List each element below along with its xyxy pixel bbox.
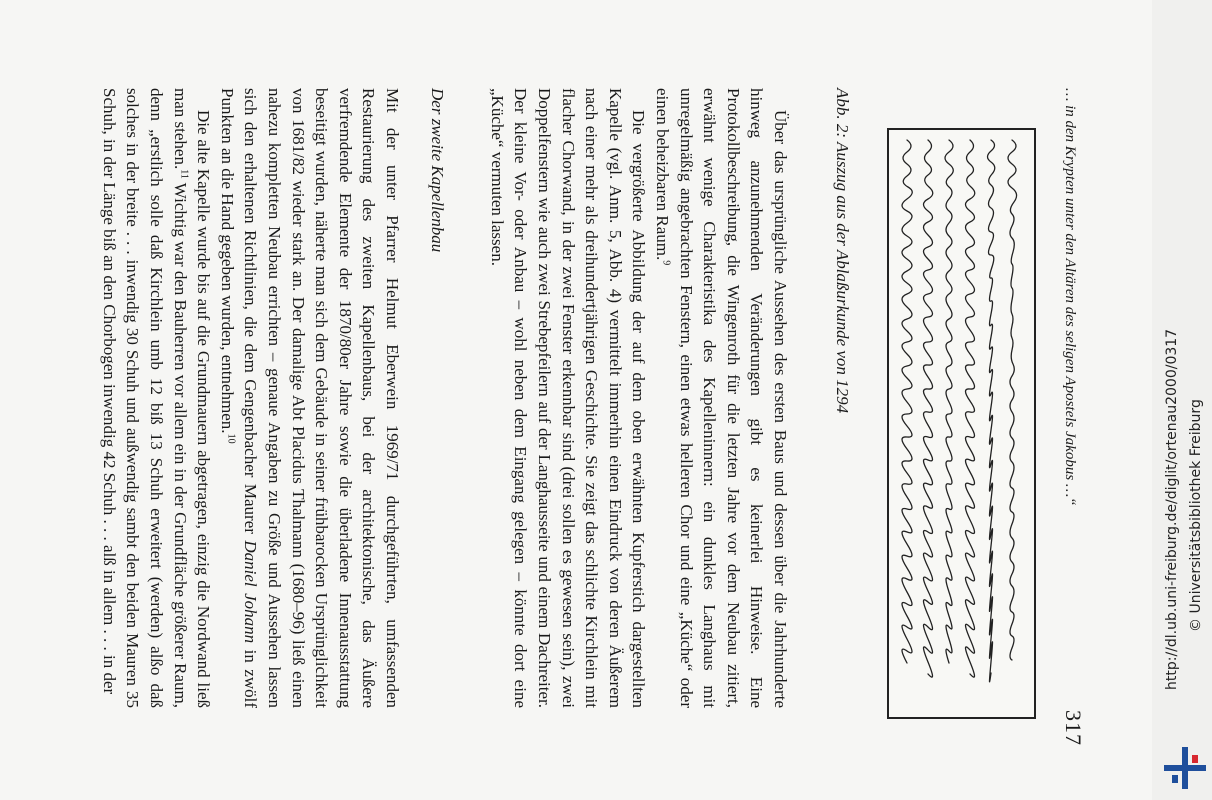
paragraph-text: in zwölf Punkten an die Hand gegeben wurden, entnehmen. — [217, 88, 261, 708]
paragraph-text: Wichtig war den Bauherren vor allem ein in der Grundfläche größerer Raum, denn „erstlich solle daß Kirchlein umb 12 biß 13 Schuh erweitert (werden) alßo daß solches in der breite . . . inwendig 30 Schuh und außwendig sambt den beiden Mauren 35 Schuh, in der Länge biß an den Chorbogen inwendig 42 Schuh . . . alß in allem . . . in der — [99, 88, 190, 708]
paragraph-text: Die vergrößerte Abbildung der auf dem oben erwähnten Kupferstich dargestellten Kapelle (vgl. Anm. 5, Abb. 4) vermittelt immerhin einen Eindruck von deren Äußerem nach einer mehr als dreihundertjährigen Geschichte. Sie zeigt das schlichte Kirchlein mit flacher Chorwand, in der zwei Fenster erkennbar sind (drei sollen es gewesen sein), zwei Doppelfenstern wie auch zwei Strebepfeilern auf der Langhausseite und einem Dachreiter. Der kleine Vor- oder Anbau – wohl neben dem Eingang gelegen – könnte dort eine „Küche“ vermuten lassen. — [487, 88, 649, 708]
figure-caption: Abb. 2: Auszug aus der Ablaßurkunde von 1294 — [833, 88, 852, 414]
footnote-ref: 11 — [178, 169, 190, 179]
footnote-ref: 10 — [225, 433, 237, 444]
section-heading: Der zweite Kapellenbau — [428, 88, 447, 253]
handwriting-scribbles — [889, 130, 1034, 717]
manuscript-excerpt-image — [887, 128, 1036, 719]
paragraph-text: Mit der unter Pfarrer Helmut Eberwein 1969/71 durchgeführten, umfassenden Restaurierung des zweiten Kapellenbaus, bei der architektonische, das Äußere verfremdende Elemente der 1870/80er Jahre sowie die überladene Innenausstattung beseitigt wurden, näherte man sich dem Gebäude in seiner frühbarocken Ursprünglichkeit von 1681/82 wieder stark an. Der damalige Abt Placidus Thalmann (1680–96) ließ einen nahezu kompletten Neubau errichten – genaue Angaben zu Größe und Aussehen lassen sich den erhaltenen Richtlinien, die dem Gengenbacher Maurer — [241, 88, 402, 708]
paragraph — [215, 88, 404, 708]
paragraph — [650, 88, 792, 708]
person-name: Daniel Johann — [241, 540, 261, 644]
paragraph — [485, 88, 650, 708]
body-section-2 — [97, 88, 404, 708]
body-section-1 — [485, 88, 792, 708]
library-logo-icon — [1162, 745, 1208, 791]
footnote-ref: 9 — [660, 260, 672, 266]
copyright-notice: © Universitätsbibliothek Freiburg — [1188, 399, 1204, 632]
paragraph-text: Über das ursprüngliche Aussehen des ersten Baus und dessen über die Jahrhunderte hinweg anzunehmenden Veränderungen gibt es keinerlei Hinweise. Eine Protokollbeschreibung, die Wingenroth für die letzten Jahre vor dem Neubau zitiert, erwähnt wenige Charakteristika des Kapelleninnern: ein dunkles Langhaus mit unregelmäßig angebrachten Fenstern, einen etwas helleren Chor und eine „Küche“ oder einen beheizbaren Raum. — [653, 88, 790, 708]
paragraph — [97, 88, 215, 708]
page-number: 317 — [1061, 710, 1086, 746]
paragraph-text: Die alte Kapelle wurde bis auf die Grundmauern abgetragen, einzig die Nordwand ließ man stehen. — [170, 88, 214, 708]
running-head-text: … in den Krypten unter den Altären des seligen Apostels Jakobus …“ — [1062, 88, 1078, 506]
source-url-link[interactable]: http://dl.ub.uni-freiburg.de/diglit/ortenau2000/0317 — [1164, 328, 1180, 690]
